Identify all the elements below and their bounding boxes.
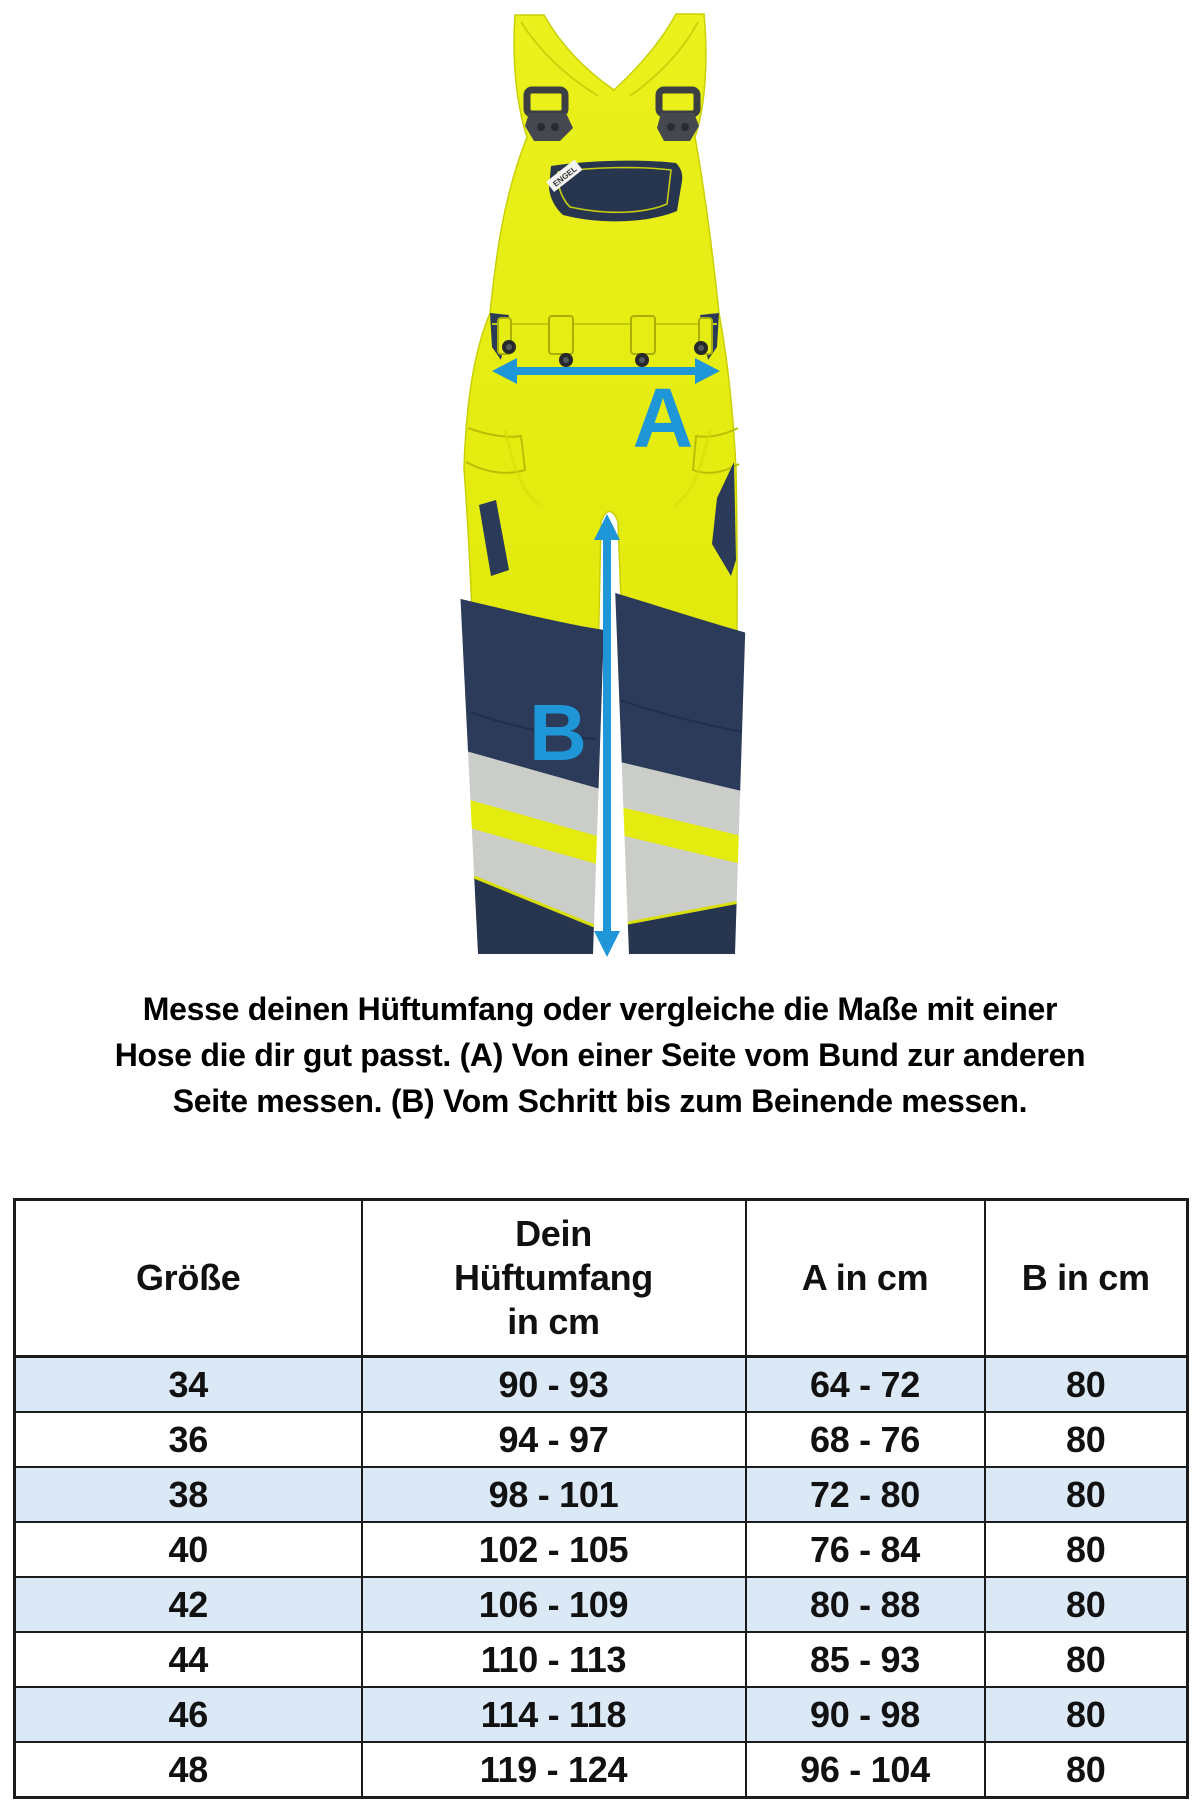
cell-b: 80 [985, 1357, 1188, 1413]
cell-hip: 106 - 109 [362, 1577, 746, 1632]
table-header-row [15, 1200, 1188, 1357]
table-row [15, 1742, 1188, 1798]
header-hip-line-2: Hüftumfang [454, 1257, 653, 1298]
brand-label: ENGEL [551, 164, 579, 189]
cell-hip: 110 - 113 [362, 1632, 746, 1687]
measuring-instructions [0, 986, 1200, 1124]
cell-a: 72 - 80 [746, 1467, 985, 1522]
header-b-in-cm: B in cm [985, 1200, 1188, 1357]
cell-a: 68 - 76 [746, 1412, 985, 1467]
cell-a: 64 - 72 [746, 1357, 985, 1413]
table-row [15, 1522, 1188, 1577]
cell-hip: 119 - 124 [362, 1742, 746, 1798]
header-hip [362, 1200, 746, 1357]
instructions-line-1: Messe deinen Hüftumfang oder vergleiche die Maße mit einer [142, 991, 1058, 1027]
cell-size: 44 [15, 1632, 362, 1687]
header-size: Größe [15, 1200, 362, 1357]
header-hip-line-3: in cm [507, 1301, 600, 1342]
table-row [15, 1467, 1188, 1522]
instructions-line-3: Seite messen. (B) Vom Schritt bis zum Beinende messen. [172, 1083, 1028, 1119]
cell-size: 36 [15, 1412, 362, 1467]
measure-label-b: B [529, 688, 587, 777]
cell-b: 80 [985, 1687, 1188, 1742]
header-hip-line-1: Dein [515, 1213, 592, 1254]
table-row [15, 1357, 1188, 1413]
cell-b: 80 [985, 1412, 1188, 1467]
table-row [15, 1632, 1188, 1687]
cell-size: 48 [15, 1742, 362, 1798]
cell-b: 80 [985, 1577, 1188, 1632]
chest-pocket [546, 160, 682, 222]
cell-hip: 90 - 93 [362, 1357, 746, 1413]
cell-hip: 94 - 97 [362, 1412, 746, 1467]
table-row [15, 1412, 1188, 1467]
table-row [15, 1687, 1188, 1742]
cell-hip: 114 - 118 [362, 1687, 746, 1742]
cell-size: 40 [15, 1522, 362, 1577]
cell-b: 80 [985, 1632, 1188, 1687]
cell-a: 85 - 93 [746, 1632, 985, 1687]
cell-size: 42 [15, 1577, 362, 1632]
cell-size: 46 [15, 1687, 362, 1742]
belt-loop [631, 316, 655, 354]
cell-a: 80 - 88 [746, 1577, 985, 1632]
garment [452, 14, 750, 956]
size-table-body [15, 1357, 1188, 1798]
cell-size: 34 [15, 1357, 362, 1413]
header-a-in-cm: A in cm [746, 1200, 985, 1357]
cell-size: 38 [15, 1467, 362, 1522]
instructions-line-2: Hose die dir gut passt. (A) Von einer Seite vom Bund zur anderen [114, 1037, 1086, 1073]
cell-b: 80 [985, 1742, 1188, 1798]
cell-b: 80 [985, 1522, 1188, 1577]
cell-a: 96 - 104 [746, 1742, 985, 1798]
measure-label-a: A [632, 371, 694, 465]
cell-a: 76 - 84 [746, 1522, 985, 1577]
size-table [13, 1198, 1189, 1799]
cell-hip: 102 - 105 [362, 1522, 746, 1577]
cell-hip: 98 - 101 [362, 1467, 746, 1522]
cell-b: 80 [985, 1467, 1188, 1522]
belt-loop [549, 316, 573, 354]
cell-a: 90 - 98 [746, 1687, 985, 1742]
table-row [15, 1577, 1188, 1632]
